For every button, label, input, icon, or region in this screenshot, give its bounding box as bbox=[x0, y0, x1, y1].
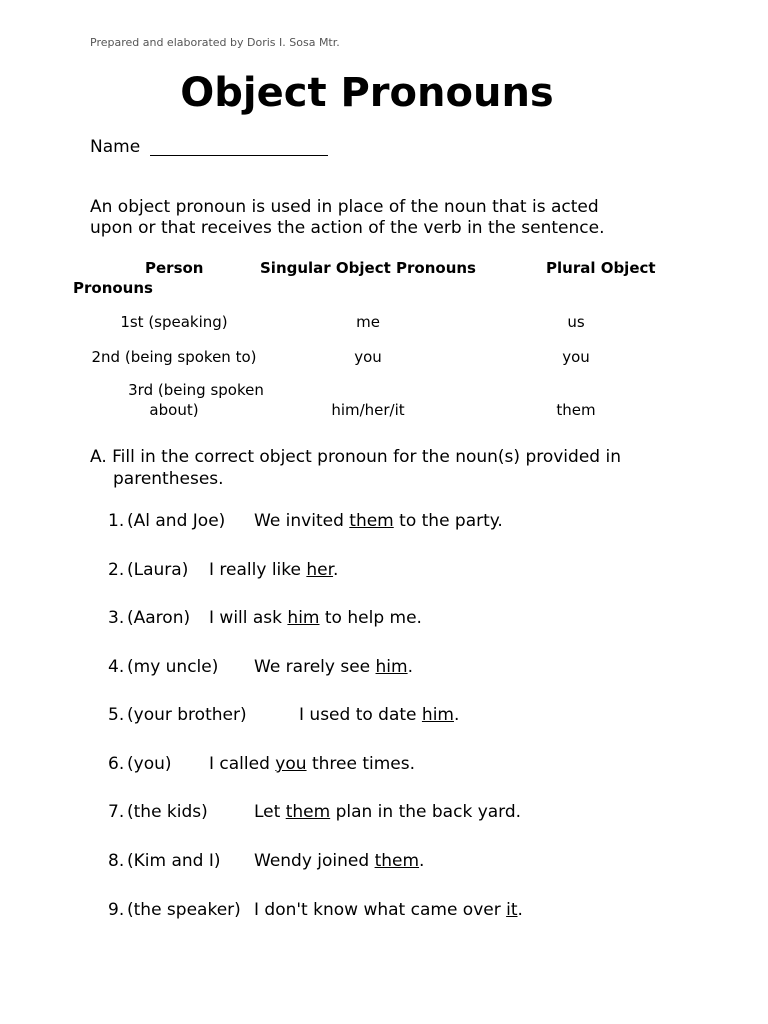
exercise-sentence bbox=[254, 900, 523, 920]
sentence-after: plan in the back yard. bbox=[330, 802, 522, 822]
exercise-sentence bbox=[209, 754, 415, 774]
sentence-before: Wendy joined bbox=[254, 851, 375, 871]
exercise-number: 8. bbox=[108, 851, 125, 871]
sentence-before: Let bbox=[254, 802, 286, 822]
exercise-sentence bbox=[254, 511, 503, 531]
sentence-before: We invited bbox=[254, 511, 350, 531]
row-2-singular: you bbox=[354, 348, 382, 366]
author-credit: Prepared and elaborated by Doris I. Sosa Mtr. bbox=[90, 36, 340, 49]
exercise-sentence bbox=[299, 705, 459, 725]
sentence-after: to help me. bbox=[319, 608, 422, 628]
sentence-after: . bbox=[407, 657, 413, 677]
exercise-noun: (the kids) bbox=[127, 802, 208, 822]
header-plural: Plural Object bbox=[546, 259, 656, 277]
sentence-before: I used to date bbox=[299, 705, 422, 725]
answer-pronoun: you bbox=[275, 754, 307, 774]
answer-pronoun: them bbox=[374, 851, 420, 871]
exercise-number: 2. bbox=[108, 560, 125, 580]
row-2-person: 2nd (being spoken to) bbox=[91, 348, 257, 366]
header-singular: Singular Object Pronouns bbox=[260, 259, 476, 277]
row-3-person-continued: about) bbox=[149, 401, 199, 419]
page-title: Object Pronouns bbox=[180, 70, 554, 116]
row-1-plural: us bbox=[567, 313, 585, 331]
exercise-number: 4. bbox=[108, 657, 125, 677]
name-blank-line bbox=[150, 155, 328, 156]
answer-pronoun: them bbox=[349, 511, 394, 531]
sentence-before: We rarely see bbox=[254, 657, 376, 677]
instructions-line: parentheses. bbox=[113, 469, 224, 489]
exercise-noun: (the speaker) bbox=[127, 900, 241, 920]
row-3-singular: him/her/it bbox=[331, 401, 405, 419]
exercise-noun: (Kim and I) bbox=[127, 851, 221, 871]
row-3-person: 3rd (being spoken bbox=[128, 381, 264, 399]
exercise-noun: (Laura) bbox=[127, 560, 189, 580]
sentence-after: . bbox=[517, 900, 523, 920]
exercise-sentence bbox=[209, 560, 338, 580]
row-3-plural: them bbox=[556, 401, 596, 419]
exercise-noun: (your brother) bbox=[127, 705, 247, 725]
exercise-number: 6. bbox=[108, 754, 125, 774]
exercise-noun: (you) bbox=[127, 754, 172, 774]
exercise-number: 3. bbox=[108, 608, 125, 628]
answer-pronoun: it bbox=[506, 900, 518, 920]
exercise-sentence bbox=[254, 802, 521, 822]
exercise-noun: (Aaron) bbox=[127, 608, 191, 628]
sentence-before: I called bbox=[209, 754, 276, 774]
answer-pronoun: them bbox=[285, 802, 331, 822]
sentence-before: I will ask bbox=[209, 608, 288, 628]
header-person: Person bbox=[145, 259, 204, 277]
exercise-sentence bbox=[209, 608, 422, 628]
header-plural-continued: Pronouns bbox=[73, 279, 153, 297]
row-1-singular: me bbox=[356, 313, 380, 331]
sentence-after: . bbox=[419, 851, 425, 871]
exercise-number: 9. bbox=[108, 900, 125, 920]
answer-pronoun: her bbox=[306, 560, 334, 580]
answer-pronoun: him bbox=[421, 705, 454, 725]
sentence-before: I don't know what came over bbox=[254, 900, 507, 920]
exercise-noun: (my uncle) bbox=[127, 657, 219, 677]
exercise-number: 5. bbox=[108, 705, 125, 725]
sentence-after: three times. bbox=[306, 754, 415, 774]
exercise-instructions bbox=[90, 446, 621, 490]
instructions-line: A. Fill in the correct object pronoun for the noun(s) provided in bbox=[90, 447, 621, 467]
answer-pronoun: him bbox=[287, 608, 320, 628]
exercise-number: 1. bbox=[108, 511, 125, 531]
exercise-sentence bbox=[254, 851, 424, 871]
exercise-noun: (Al and Joe) bbox=[127, 511, 226, 531]
intro-paragraph bbox=[90, 197, 604, 239]
answer-pronoun: him bbox=[375, 657, 408, 677]
exercise-sentence bbox=[254, 657, 413, 677]
sentence-after: to the party. bbox=[393, 511, 503, 531]
row-1-person: 1st (speaking) bbox=[120, 313, 228, 331]
intro-line: upon or that receives the action of the verb in the sentence. bbox=[90, 218, 605, 238]
name-label: Name bbox=[90, 137, 141, 157]
row-2-plural: you bbox=[562, 348, 590, 366]
sentence-after: . bbox=[453, 705, 460, 725]
intro-line: An object pronoun is used in place of the noun that is acted bbox=[90, 197, 599, 217]
sentence-after: . bbox=[333, 560, 339, 580]
sentence-before: I really like bbox=[209, 560, 307, 580]
exercise-number: 7. bbox=[108, 802, 125, 822]
